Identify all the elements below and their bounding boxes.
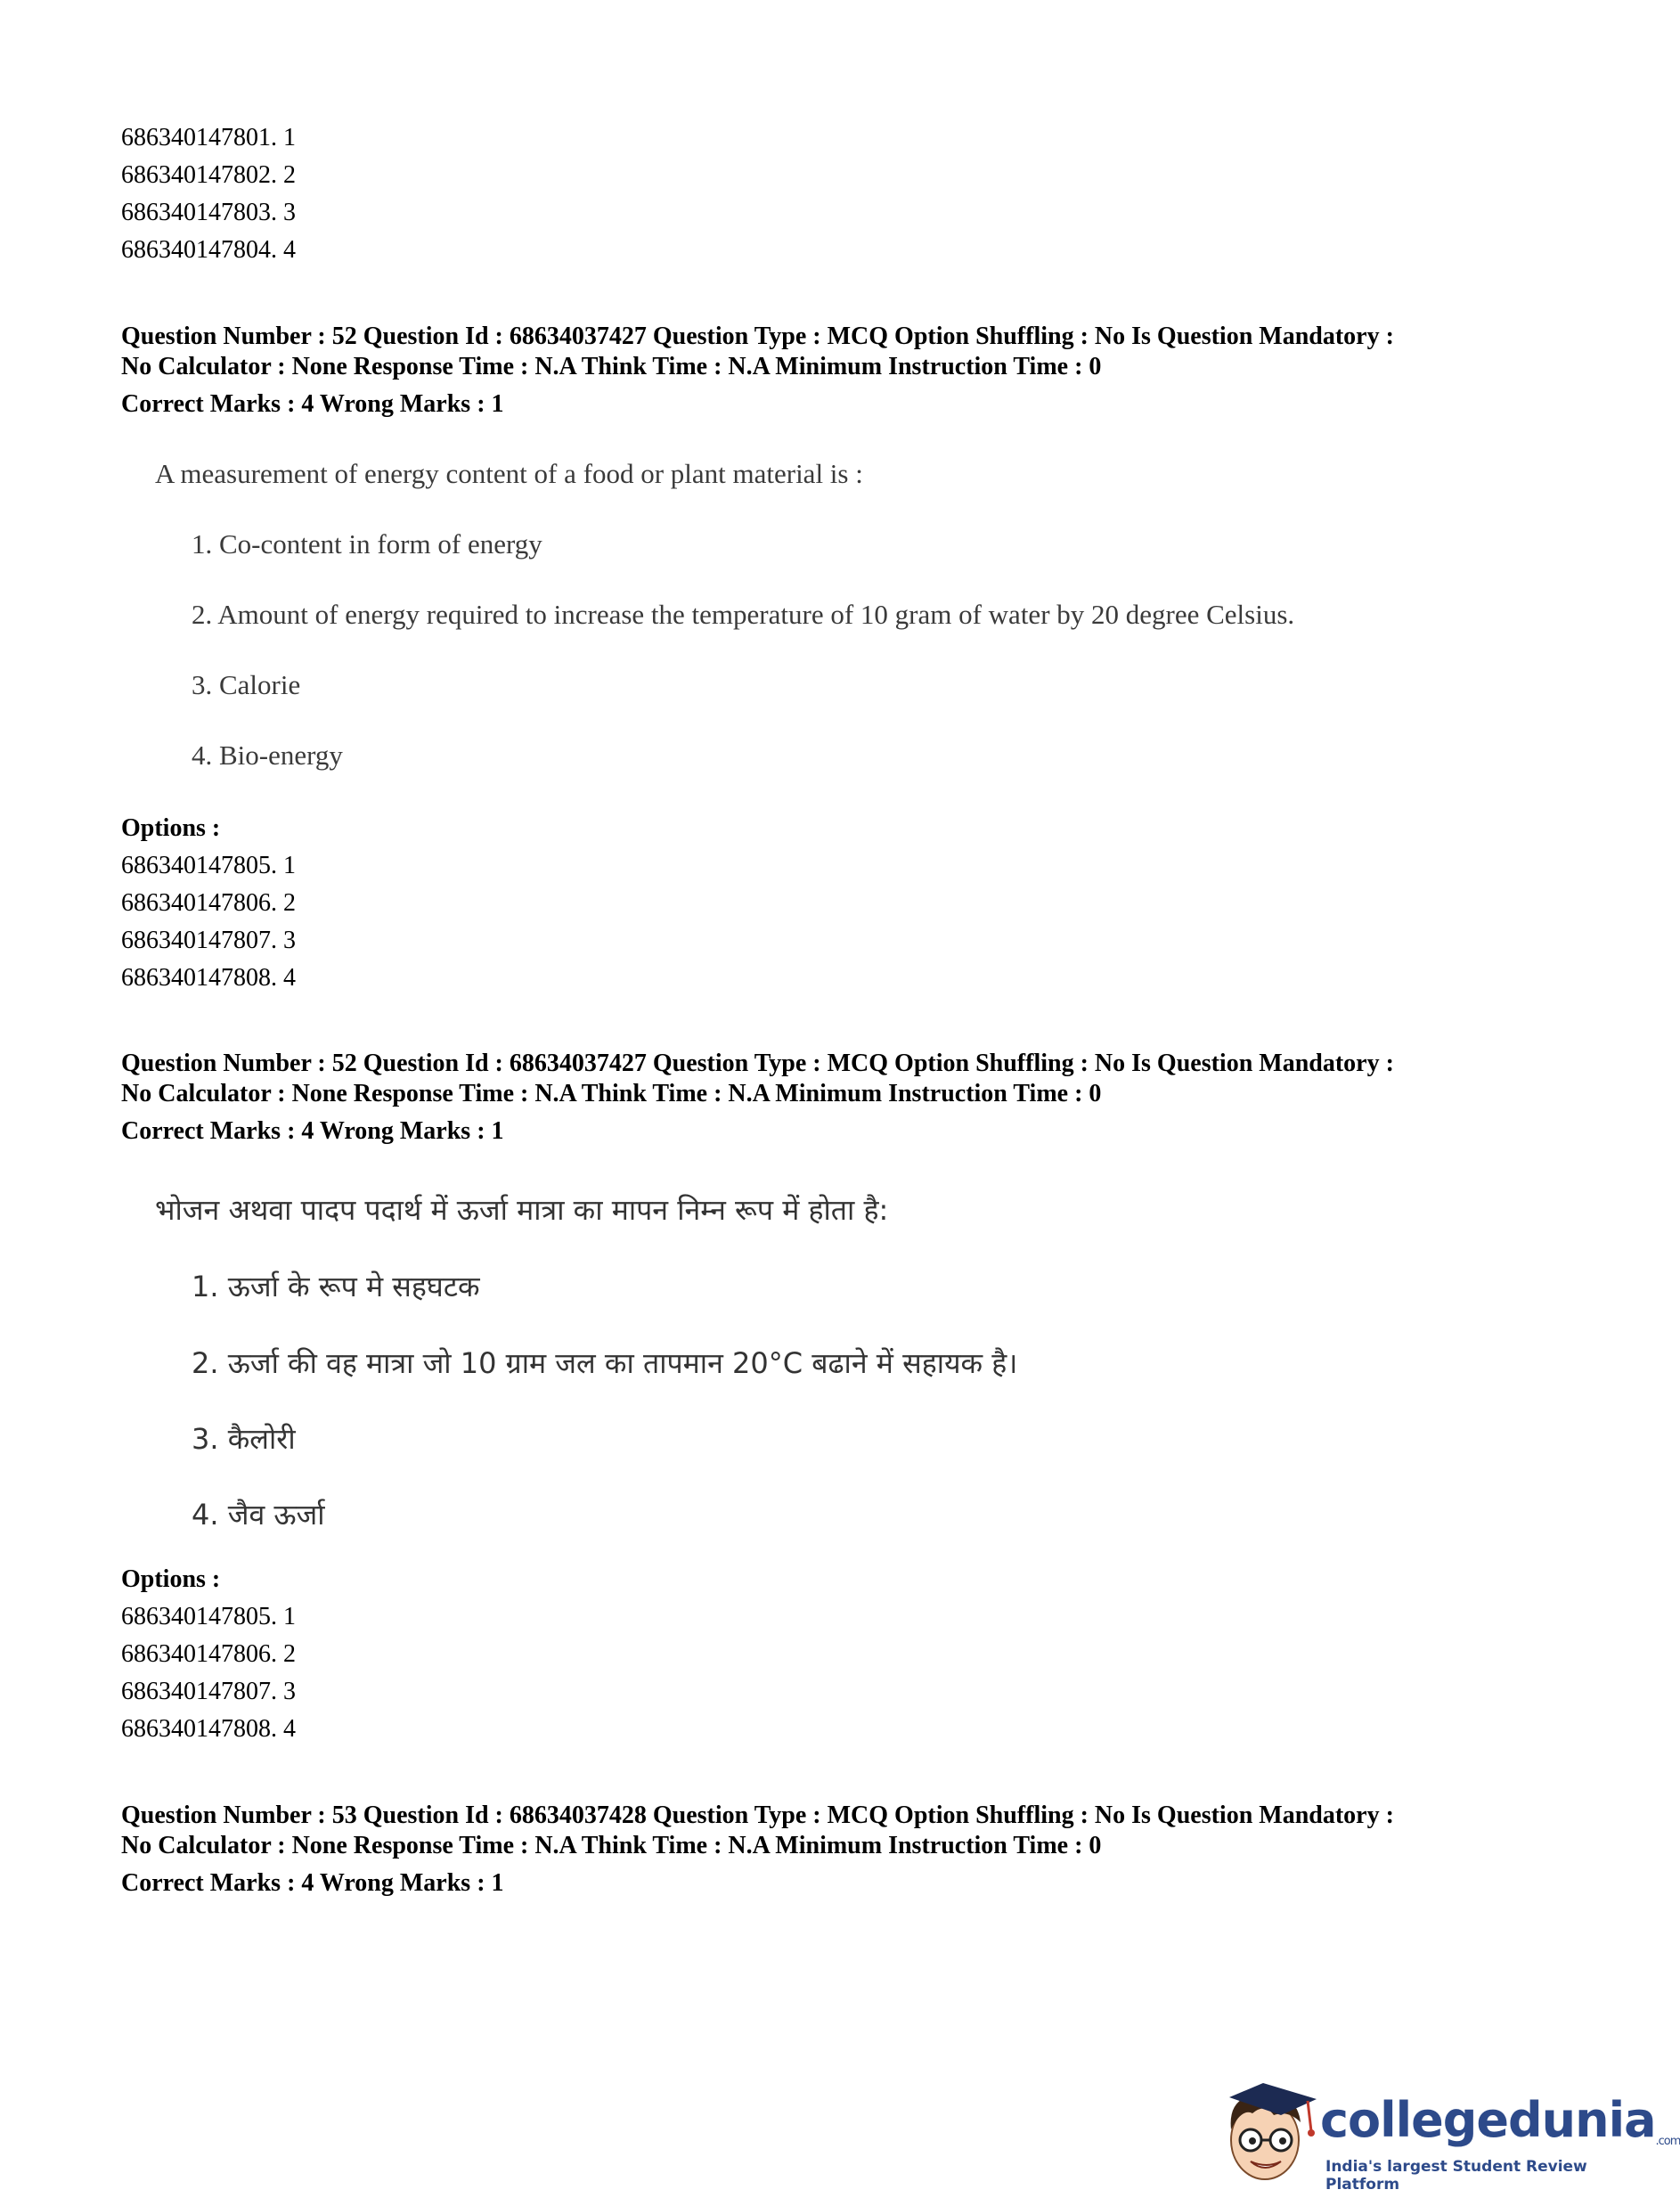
option-item: 686340147803. 3 <box>121 199 296 226</box>
logo-suffix: .com <box>1655 2135 1680 2148</box>
top-options-list <box>121 119 296 269</box>
option-item: 686340147808. 4 <box>121 1715 296 1743</box>
options-list <box>121 847 296 997</box>
question-meta-line: No Calculator : None Response Time : N.A Think Time : N.A Minimum Instruction Time : 0 <box>121 1080 1102 1107</box>
choice-text: 3. Calorie <box>192 669 301 700</box>
question-meta-line: No Calculator : None Response Time : N.A Think Time : N.A Minimum Instruction Time : 0 <box>121 353 1102 380</box>
options-list <box>121 1598 296 1748</box>
option-item: 686340147808. 4 <box>121 964 296 992</box>
logo-wordmark: collegedunia <box>1320 2092 1656 2148</box>
collegedunia-logo <box>1211 2076 1680 2194</box>
option-item: 686340147807. 3 <box>121 1678 296 1705</box>
option-item: 686340147802. 2 <box>121 161 296 189</box>
question-text: A measurement of energy content of a food or plant material is : <box>155 458 863 489</box>
option-item: 686340147806. 2 <box>121 889 296 917</box>
question-meta <box>121 1801 1546 1861</box>
option-item: 686340147804. 4 <box>121 236 296 264</box>
mascot-icon <box>1211 2076 1327 2192</box>
question-meta-line: Question Number : 52 Question Id : 68634037427 Question Type : MCQ Option Shuffling : No Is Question Mandatory : <box>121 323 1394 350</box>
marks-line: Correct Marks : 4 Wrong Marks : 1 <box>121 390 504 418</box>
choice-text: 2. Amount of energy required to increase the temperature of 10 gram of water by 20 degree Celsius. <box>192 599 1295 630</box>
option-item: 686340147805. 1 <box>121 852 296 879</box>
question-meta <box>121 322 1546 382</box>
choice-text: 1. ऊर्जा के रूप मे सहघटक <box>192 1270 480 1303</box>
logo-tagline: India's largest Student Review Platform <box>1325 2158 1587 2194</box>
options-label: Options : <box>121 814 221 842</box>
choice-text: 2. ऊर्जा की वह मात्रा जो 10 ग्राम जल का तापमान 20°C बढाने में सहायक है। <box>192 1346 1018 1380</box>
question-meta <box>121 1049 1546 1109</box>
question-meta-line: Question Number : 52 Question Id : 68634037427 Question Type : MCQ Option Shuffling : No Is Question Mandatory : <box>121 1050 1394 1077</box>
question-meta-line: Question Number : 53 Question Id : 68634037428 Question Type : MCQ Option Shuffling : No Is Question Mandatory : <box>121 1802 1394 1829</box>
marks-line: Correct Marks : 4 Wrong Marks : 1 <box>121 1869 504 1897</box>
option-item: 686340147801. 1 <box>121 124 296 151</box>
choice-text: 1. Co-content in form of energy <box>192 528 542 560</box>
choice-text: 3. कैलोरी <box>192 1422 296 1456</box>
option-item: 686340147806. 2 <box>121 1640 296 1668</box>
question-text: भोजन अथवा पादप पदार्थ में ऊर्जा मात्रा का मापन निम्न रूप में होता है: <box>155 1193 889 1227</box>
marks-line: Correct Marks : 4 Wrong Marks : 1 <box>121 1117 504 1145</box>
option-item: 686340147807. 3 <box>121 927 296 954</box>
choice-text: 4. Bio-energy <box>192 739 343 771</box>
options-label: Options : <box>121 1565 221 1593</box>
choice-text: 4. जैव ऊर्जा <box>192 1498 325 1532</box>
option-item: 686340147805. 1 <box>121 1603 296 1630</box>
question-meta-line: No Calculator : None Response Time : N.A Think Time : N.A Minimum Instruction Time : 0 <box>121 1832 1102 1859</box>
